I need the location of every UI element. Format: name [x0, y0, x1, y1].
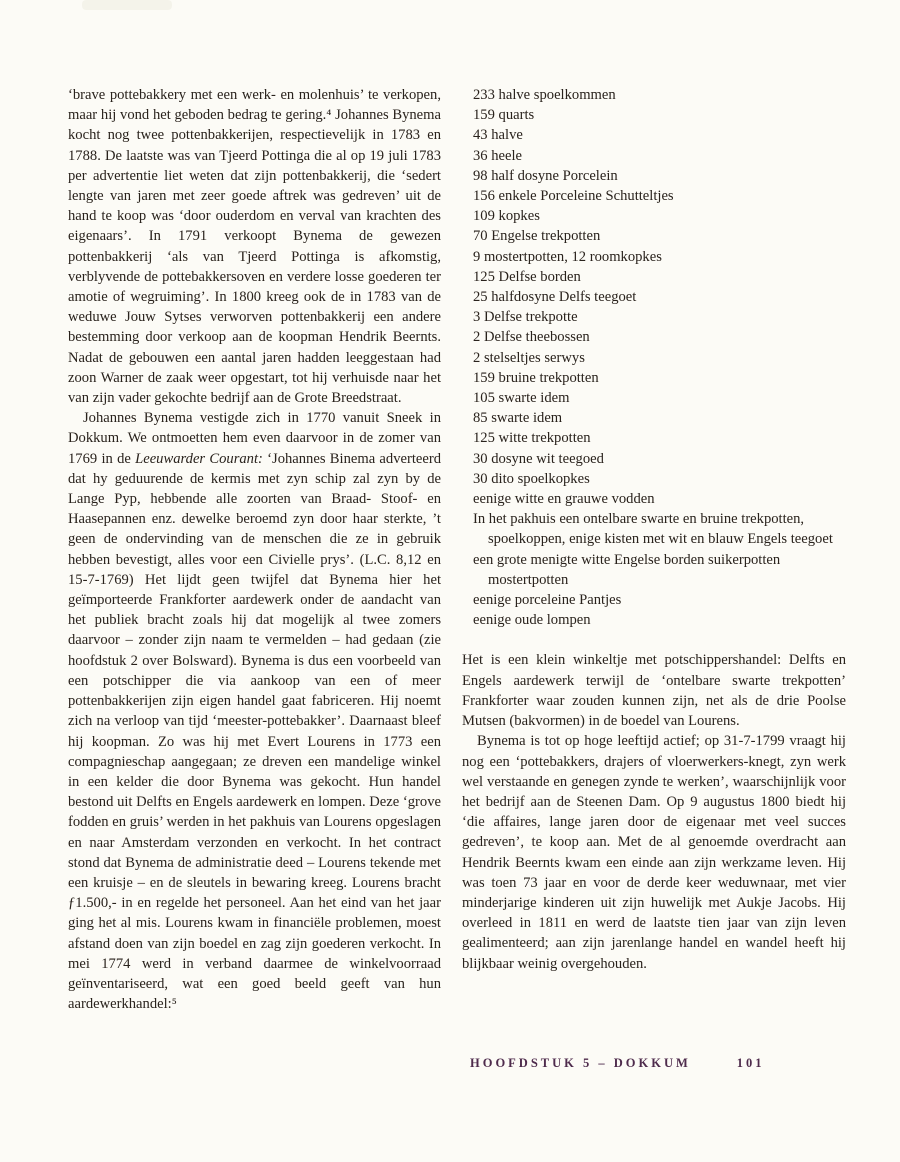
inventory-item: 43 halve: [473, 127, 523, 144]
inventory-item: eenige witte en grauwe vodden: [473, 491, 655, 508]
paragraph-text: ‘Johannes Binema adverteerd dat hy geduurende de kermis met zyn schip zal zyn by de Lange Pyp, hebbende alle zoorten van Braad- Stoof- en Haasepannen enz. dewelke beroemd zyn door haar sterkte, ’t geen de ondervinding van de menschen die ze in gebruik hebben bevestigt, alles voor een Civielle prys’. (L.C. 8,12 en 15-7-1769) Het lijdt geen twijfel dat Bynema hier het geïmporteerde Frankforter aardewerk onder de aandacht van het publiek bracht zoals hij dat mogelijk al twee zomers daarvoor – zonder zijn naam te vermelden – had gedaan (zie hoofdstuk 2 over Bolsward). Bynema is dus een voorbeeld van een potschipper die via aankoop van een of meer pottenbakkerijen zijn eigen handel gaat fabriceren. Hij noemt zich na verloop van tijd ‘meester-pottebakker’. Daarnaast bleef hij koopman. Zo was hij met Evert Lourens in 1773 een compagnieschap aangegaan; ze dreven een mandelige winkel in een kelder die door Bynema was gekocht. Hun handel bestond uit Delfts en Engels aardewerk en lompen. Deze ‘grove fodden en gruis’ werden in het pakhuis van Lourens opgeslagen en naar Amsterdam verzonden en verkocht. In het contract stond dat Bynema de administratie deed – Lourens tekende met een kruisje – en de sleutels in bewaring kreeg. Lourens bracht ƒ1.500,- in en regelde het personeel. Aan het eind van het jaar ging het al mis. Lourens kwam in financiële problemen, moest afstand doen van zijn boedel en zag zijn goederen verkocht. In mei 1774 werd in verband daarmee de winkelvoorraad geïnventariseerd, wat een goed beeld geeft van hun aardewerkhandel:⁵: [68, 450, 442, 1013]
paragraph: ‘brave pottebakkery met een werk- en molenhuis’ te verkopen, maar hij vond het geboden bedrag te gering.⁴ Johannes Bynema kocht nog twee pottenbakkerijen, respectievelijk in 1783 en 1788. De laatste was van Tjeerd Pottinga die al op 19 juli 1783 per advertentie liet weten dat zijn pottenbakkerij, die ‘sedert lengte van jaren met zeer goede aftrek was gedreven’ uit de hand te koop was ‘door ouderdom en verval van krachten des eigenaars’. In 1791 verkoopt Bynema de gewezen pottenbakkerij ‘als van Tjeerd Pottinga is afkomstig, verblyvende de pottebakkersoven en verdere losse goederen ter amotie of wegruiming’. In 1800 kreeg ook de in 1783 van de weduwe Jouw Sytses verworven pottenbakkerij een andere bestemming door verkoop aan de koopman Hendrik Beernts. Nadat de gebouwen een aantal jaren hadden leeggestaan had zoon Warner de zaak weer opgestart, tot hij verhuisde naar het van zijn vader gekochte bedrijf aan de Grote Breedstraat.: [68, 87, 441, 407]
inventory-item: 233 halve spoelkommen: [473, 87, 616, 103]
inventory-item: 36 heele: [473, 147, 523, 164]
journal-title-italic: Leeuwarder Courant:: [135, 450, 263, 467]
paragraph-text: Johannes Bynema vestigde zich in 1770 vanuit Sneek in Dokkum. We ontmoetten hem even daarvoor in de zomer van 1769 in de: [68, 410, 441, 467]
inventory-item: eenige oude lompen: [473, 612, 591, 629]
left-text-column: [68, 85, 441, 1014]
inventory-item: een grote menigte witte Engelse borden suikerpotten mostertpotten: [473, 551, 781, 588]
inventory-list: [462, 85, 846, 630]
right-text-column: [462, 85, 846, 974]
inventory-item: 85 swarte idem: [473, 410, 563, 427]
inventory-item: 2 Delfse theebossen: [473, 329, 590, 346]
inventory-item: 125 witte trekpotten: [473, 430, 591, 447]
paragraph: Het is een klein winkeltje met potschippershandel: Delfts en Engels aardewerk terwijl de ‘ontelbare swarte trekpotten’ Frankforter waar zouden kunnen zijn, net als de drie Poolse Mutsen (bakvormen) in de boedel van Lourens.: [462, 652, 846, 730]
inventory-item: 30 dosyne wit teegoed: [473, 450, 604, 467]
inventory-item: 156 enkele Porceleine Schutteltjes: [473, 188, 674, 205]
inventory-item: eenige porceleine Pantjes: [473, 592, 622, 609]
paragraph: [68, 408, 441, 1014]
inventory-item: In het pakhuis een ontelbare swarte en bruine trekpotten, spoelkoppen, enige kisten met wit en blauw Engels teegoet: [473, 511, 833, 548]
inventory-item: 3 Delfse trekpotte: [473, 309, 578, 326]
inventory-item: 70 Engelse trekpotten: [473, 228, 601, 245]
inventory-item: 159 quarts: [473, 107, 535, 124]
inventory-item: 30 dito spoelkopkes: [473, 470, 590, 487]
page-number: 101: [736, 1056, 765, 1070]
inventory-item: 105 swarte idem: [473, 390, 570, 407]
inventory-item: 159 bruine trekpotten: [473, 369, 599, 386]
scan-smudge: [82, 0, 172, 10]
inventory-item: 125 Delfse borden: [473, 268, 581, 285]
inventory-item: 2 stelseltjes serwys: [473, 349, 585, 366]
paragraph: Bynema is tot op hoge leeftijd actief; op 31-7-1799 vraagt hij nog een ‘pottebakkers, drajers of vloerwerkers-knegt, zyn werk wel verstaande en genegen zynde te werken’, waarschijnlijk voor het bedrijf aan de Steenen Dam. Op 9 augustus 1800 biedt hij ‘die affaires, lange jaren door de eigenaar met veel succes gedreven’, te koop aan. Met de al genoemde overdracht aan Hendrik Beernts kwam een einde aan zijn werkzame leven. Hij was toen 73 jaar en voor de derde keer weduwnaar, met vier minderjarige kinderen uit zijn huwelijk met Aukje Jacobs. Hij overleed in 1811 en werd de laatste tien jaar van zijn leven gealimenteerd; aan zijn jarenlange handel en wandel heeft hij blijkbaar weinig overgehouden.: [462, 733, 846, 972]
page-footer: [470, 1056, 765, 1071]
inventory-item: 9 mostertpotten, 12 roomkopkes: [473, 248, 662, 265]
inventory-item: 109 kopkes: [473, 208, 540, 225]
inventory-item: 25 halfdosyne Delfs teegoet: [473, 289, 637, 306]
inventory-item: 98 half dosyne Porcelein: [473, 167, 618, 184]
chapter-running-head: HOOFDSTUK 5 – DOKKUM: [470, 1056, 691, 1070]
